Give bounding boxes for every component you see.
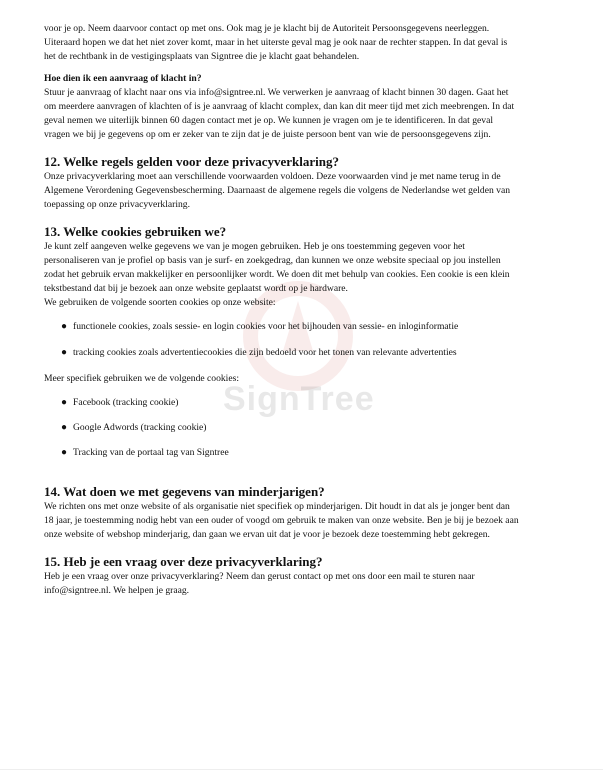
list-item-label: Facebook (tracking cookie) — [73, 397, 179, 408]
text-line: toepassing op onze privacyverklaring. — [44, 199, 190, 210]
text-line: We gebruiken de volgende soorten cookies op onze website: — [44, 297, 276, 308]
text-line: Je kunt zelf aangeven welke gegevens we van je mogen gebruiken. Heb je ons toestemming gegeven voor het — [44, 241, 465, 252]
text-line: Algemene Verordening Gegevensbescherming. Daarnaast de algemene regels die volgens de Nederlandse wet gelden van — [44, 185, 511, 196]
section-14-title: 14. Wat doen we met gegevens van minderjarigen? — [44, 484, 325, 499]
page-bottom-divider — [0, 769, 603, 770]
section-13 — [44, 224, 564, 460]
cookie-types-list — [44, 320, 564, 360]
specific-cookies-list — [44, 396, 564, 460]
list-item — [44, 446, 564, 460]
text-line: We richten ons met onze website of als organisatie niet specifiek op minderjarigen. Dit houdt in dat als je jonger bent dan — [44, 501, 510, 512]
section-14 — [44, 484, 564, 542]
complaint-paragraph — [44, 86, 564, 142]
watermark-text: SignTree — [223, 380, 375, 418]
text-line: onze website of webshop minderjarig, dan gaan we ervan uit dat je voor je bezoek deze toestemming hebt gekregen. — [44, 529, 490, 540]
intro-paragraph — [44, 22, 564, 64]
list-item-label: Google Adwords (tracking cookie) — [73, 422, 207, 433]
text-line: Stuur je aanvraag of klacht naar ons via info@signtree.nl. We verwerken je aanvraag of klacht binnen 30 dagen. Gaat het — [44, 87, 509, 98]
list-item-label: functionele cookies, zoals sessie- en login cookies voor het bijhouden van sessie- en inloginformatie — [73, 321, 459, 332]
list-item — [44, 320, 564, 334]
text-line: Onze privacyverklaring moet aan verschillende voorwaarden voldoen. Deze voorwaarden vind je met name terug in de — [44, 171, 501, 182]
text-line: personaliseren van je profiel op basis van je surf- en zoekgedrag, dan kunnen we onze website speciaal op jou instellen — [44, 255, 501, 266]
text-line: Heb je een vraag over onze privacyverklaring? Neem dan gerust contact op met ons door een mail te sturen naar — [44, 571, 475, 582]
section-12 — [44, 154, 564, 212]
bullet-icon: ● — [61, 321, 68, 332]
complaint-heading: Hoe dien ik een aanvraag of klacht in? — [44, 73, 202, 84]
text-line: Uiteraard hopen we dat het niet zover komt, maar in het uiterste geval mag je ook naar de rechter stappen. In dat geval is — [44, 37, 508, 48]
text-line: geval nemen we uiterlijk binnen 60 dagen contact met je op. We kunnen je vragen om je te identificeren. In dat geval — [44, 115, 493, 126]
specific-cookies-intro: Meer specifiek gebruiken we de volgende cookies: — [44, 373, 239, 384]
section-13-title: 13. Welke cookies gebruiken we? — [44, 224, 227, 239]
text-line: om meerdere aanvragen of klachten of is je aanvraag of klacht complex, dan kan dit meer tijd met zich meebrengen. In dat — [44, 101, 515, 112]
text-line: info@signtree.nl. We helpen je graag. — [44, 585, 190, 596]
list-item — [44, 421, 564, 435]
text-line: 18 jaar, je toestemming nodig hebt van een ouder of voogd om gebruik te maken van onze website. Ben je bij je bezoek aan — [44, 515, 519, 526]
bullet-icon: ● — [61, 347, 68, 358]
list-item-label: Tracking van de portaal tag van Signtree — [73, 447, 229, 458]
bullet-icon: ● — [61, 447, 68, 458]
list-item — [44, 346, 564, 360]
text-line: tekstbestand dat bij je bezoek aan onze website geplaatst wordt op je hardware. — [44, 283, 348, 294]
text-line: zodat het gebruik ervan makkelijker en persoonlijker wordt. We doen dit met behulp van cookies. Een cookie is een klein — [44, 269, 510, 280]
text-line: het de rechtbank in de vestigingsplaats van Signtree die je klacht gaat behandelen. — [44, 51, 360, 62]
bullet-icon: ● — [61, 422, 68, 433]
list-item-label: tracking cookies zoals advertentiecookies die zijn bedoeld voor het tonen van relevante advertenties — [73, 347, 457, 358]
text-line: vragen we bij je gegevens op om er zeker van te zijn dat je de juiste persoon bent van wie de persoonsgegevens zijn. — [44, 129, 491, 140]
text-line: voor je op. Neem daarvoor contact op met ons. Ook mag je je klacht bij de Autoriteit Persoonsgegevens neerleggen. — [44, 23, 490, 34]
document-content — [44, 22, 564, 598]
section-15 — [44, 554, 564, 598]
list-item — [44, 396, 564, 410]
section-15-title: 15. Heb je een vraag over deze privacyverklaring? — [44, 554, 323, 569]
bullet-icon: ● — [61, 397, 68, 408]
section-12-title: 12. Welke regels gelden voor deze privacyverklaring? — [44, 154, 339, 169]
